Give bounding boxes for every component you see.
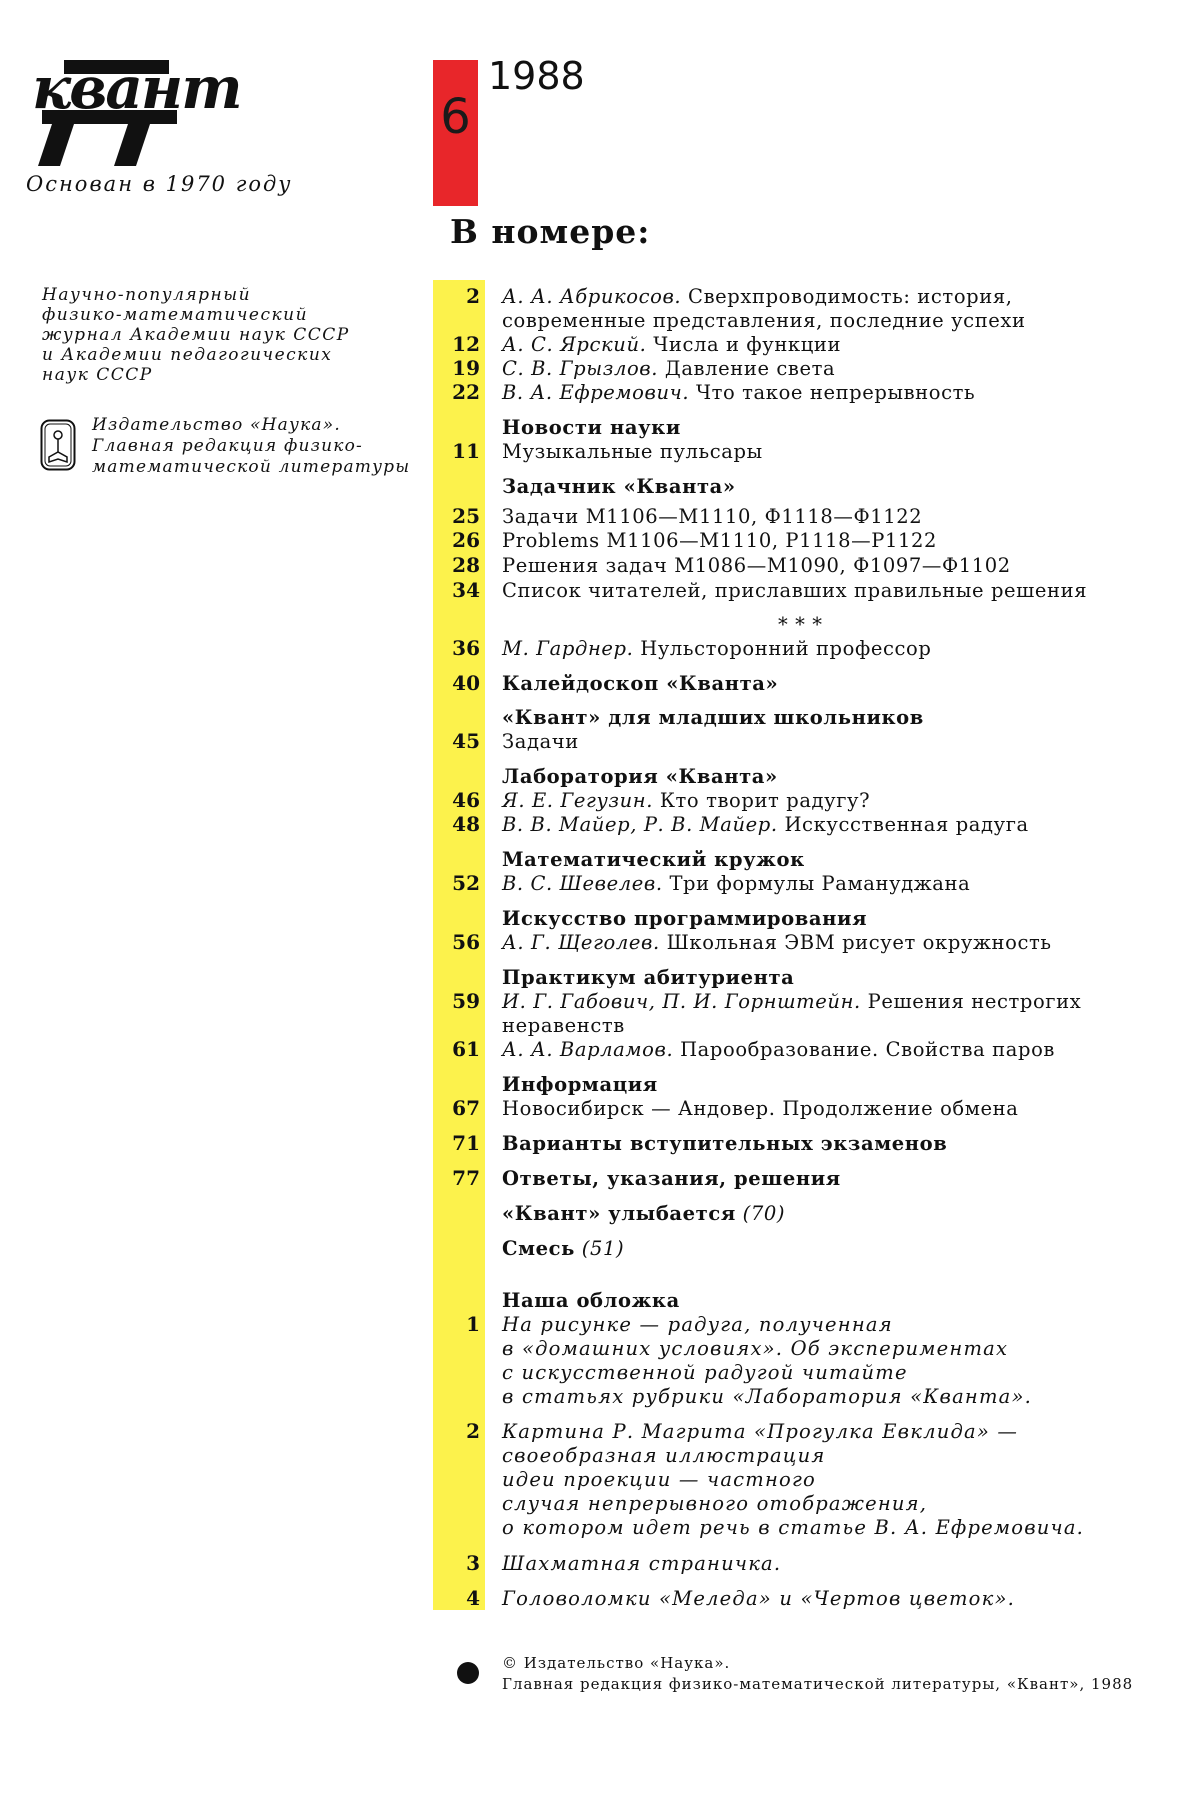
toc-row <box>0 1132 1200 1155</box>
toc-entry-text <box>502 1385 1032 1408</box>
toc-page-number: 61 <box>452 1037 480 1061</box>
toc-author: А. С. Ярский. <box>502 333 647 356</box>
toc-author: Я. Е. Гегузин. <box>502 789 654 812</box>
toc-page-number: 46 <box>452 788 480 812</box>
toc-title: Сверхпроводимость: история, <box>681 285 1013 308</box>
toc-row <box>0 765 1200 788</box>
toc-title: Искусственная радуга <box>777 813 1029 836</box>
toc-section-title: Калейдоскоп «Кванта» <box>502 672 779 695</box>
toc-row <box>0 554 1200 577</box>
toc-row <box>0 637 1200 660</box>
toc-row <box>0 1014 1200 1037</box>
toc-entry-text <box>502 872 970 895</box>
toc-entry-text <box>502 1289 680 1312</box>
toc-author: В. А. Ефремович. <box>502 381 690 404</box>
toc-row <box>0 529 1200 552</box>
toc-cover-note: своеобразная иллюстрация <box>502 1444 826 1467</box>
toc-section-title: Лаборатория «Кванта» <box>502 765 778 788</box>
toc-entry-text <box>502 475 736 498</box>
toc-section-title: Практикум абитуриента <box>502 966 795 989</box>
toc-entry-text <box>502 1167 841 1190</box>
publisher-footer-line: Главная редакция физико-математической литературы, «Квант», 1988 <box>502 1675 1134 1693</box>
toc-row <box>0 285 1200 308</box>
toc-cover-note: о котором идет речь в статье В. А. Ефремовича. <box>502 1516 1085 1539</box>
toc-row <box>0 1420 1200 1443</box>
toc-title: Список читателей, приславших правильные решения <box>502 579 1088 602</box>
toc-entry-text <box>502 706 924 729</box>
toc-page-number: 59 <box>452 989 480 1013</box>
toc-section-title: Задачник «Кванта» <box>502 475 736 498</box>
toc-title: Кто творит радугу? <box>653 789 871 812</box>
toc-title: Problems M1106—M1110, P1118—P1122 <box>502 529 938 552</box>
toc-cover-note: Шахматная страничка. <box>502 1552 782 1575</box>
toc-entry-text <box>502 907 867 930</box>
toc-entry-text <box>502 1420 1018 1443</box>
toc-section-title: «Квант» для младших школьников <box>502 706 924 729</box>
toc-section-title: Искусство программирования <box>502 907 868 930</box>
toc-title: Решения задач М1086—М1090, Ф1097—Ф1102 <box>502 554 1011 577</box>
toc-author: И. Г. Габович, П. И. Горнштейн. <box>502 990 861 1013</box>
toc-author: А. А. Абрикосов. <box>502 285 682 308</box>
toc-row <box>0 931 1200 954</box>
toc-section-title: Варианты вступительных экзаменов <box>502 1132 948 1155</box>
toc-entry-text <box>502 579 1087 602</box>
toc-entry-text <box>502 1587 1015 1610</box>
toc-entry-text <box>502 990 1081 1013</box>
toc-entry-text <box>502 672 778 695</box>
toc-page-number: 77 <box>452 1166 480 1190</box>
toc-cover-note: На рисунке — радуга, полученная <box>502 1313 893 1336</box>
toc-row <box>0 1313 1200 1336</box>
kvant-logo-icon <box>30 56 300 166</box>
toc-row <box>0 1516 1200 1539</box>
toc-entry-text <box>502 1552 781 1575</box>
toc-page-number: 26 <box>452 528 480 552</box>
toc-title: Числа и функции <box>646 333 842 356</box>
toc-page-number: 1 <box>466 1312 480 1336</box>
toc-entry-text <box>502 1444 825 1467</box>
toc-entry-text <box>502 309 1026 332</box>
toc-title: Три формулы Рамануджана <box>662 872 971 895</box>
toc-page-number: 34 <box>452 578 480 602</box>
bullet-dot <box>457 1662 479 1684</box>
toc-row <box>0 475 1200 498</box>
toc-row <box>0 416 1200 439</box>
founded-text: Основан в 1970 году <box>26 172 293 196</box>
toc-title: Что такое непрерывность <box>689 381 976 404</box>
toc-page-note: (70) <box>735 1202 786 1225</box>
toc-title: Парообразование. Свойства паров <box>673 1038 1055 1061</box>
copyright-line: © Издательство «Наука». <box>502 1654 731 1672</box>
toc-row <box>0 1337 1200 1360</box>
toc-title: Задачи М1106—М1110, Ф1118—Ф1122 <box>502 505 923 528</box>
toc-author: С. В. Грызлов. <box>502 357 659 380</box>
toc-row <box>0 1468 1200 1491</box>
toc-entry-text <box>502 730 579 753</box>
toc-row <box>0 357 1200 380</box>
description-line: Научно-популярный <box>42 285 252 305</box>
toc-title: Музыкальные пульсары <box>502 440 763 463</box>
toc-page-number: 2 <box>466 284 480 308</box>
toc-title: Решения нестрогих <box>860 990 1082 1013</box>
toc-cover-note: с искусственной радугой читайте <box>502 1361 908 1384</box>
toc-page-number: 45 <box>452 729 480 753</box>
toc-entry-text <box>502 1014 625 1037</box>
toc-page-number: 25 <box>452 504 480 528</box>
toc-row <box>0 1097 1200 1120</box>
toc-page-note: (51) <box>574 1237 625 1260</box>
toc-entry-text <box>502 357 835 380</box>
toc-row <box>0 613 1200 636</box>
toc-title: Давление света <box>658 357 836 380</box>
toc-entry-text <box>502 1337 1008 1360</box>
toc-section-title: Новости науки <box>502 416 681 439</box>
toc-author: А. А. Варламов. <box>502 1038 674 1061</box>
toc-row <box>0 309 1200 332</box>
toc-row <box>0 1385 1200 1408</box>
toc-page-number: 22 <box>452 380 480 404</box>
toc-row <box>0 990 1200 1013</box>
toc-section-title: Информация <box>502 1073 658 1096</box>
toc-row <box>0 966 1200 989</box>
issue-number: 6 <box>440 89 471 145</box>
toc-entry-text <box>502 1237 624 1260</box>
toc-entry-text <box>502 848 805 871</box>
toc-row <box>0 1202 1200 1225</box>
toc-row <box>0 1492 1200 1515</box>
description-line: и Академии педагогических <box>42 345 333 365</box>
toc-entry-text <box>502 440 763 463</box>
toc-title: Новосибирск — Андовер. Продолжение обмена <box>502 1097 1019 1120</box>
toc-row <box>0 813 1200 836</box>
toc-page-number: 36 <box>452 636 480 660</box>
toc-page-number: 2 <box>466 1419 480 1443</box>
toc-row <box>0 381 1200 404</box>
toc-entry-text <box>502 1492 927 1515</box>
toc-entry-text <box>502 966 794 989</box>
toc-entry-text <box>502 1468 816 1491</box>
toc-author: В. С. Шевелев. <box>502 872 663 895</box>
toc-row <box>0 848 1200 871</box>
toc-entry-text <box>502 637 931 660</box>
publisher-line: Главная редакция физико- <box>92 436 363 456</box>
toc-row <box>0 789 1200 812</box>
toc-page-number: 56 <box>452 930 480 954</box>
toc-section-title: Математический кружок <box>502 848 805 871</box>
toc-entry-text <box>502 333 841 356</box>
toc-title: современные представления, последние успехи <box>502 309 1026 332</box>
toc-row <box>0 1289 1200 1312</box>
toc-page-number: 48 <box>452 812 480 836</box>
toc-cover-note: идеи проекции — частного <box>502 1468 816 1491</box>
toc-page-number: 12 <box>452 332 480 356</box>
toc-row <box>0 1552 1200 1575</box>
toc-entry-text <box>502 1097 1019 1120</box>
toc-entry-text <box>502 529 937 552</box>
toc-section-title: Ответы, указания, решения <box>502 1167 841 1190</box>
toc-row <box>0 1073 1200 1096</box>
toc-row <box>0 730 1200 753</box>
toc-cover-note: Картина Р. Магрита «Прогулка Евклида» — <box>502 1420 1019 1443</box>
toc-row <box>0 505 1200 528</box>
toc-row <box>0 1587 1200 1610</box>
toc-row <box>0 907 1200 930</box>
toc-row <box>0 579 1200 602</box>
toc-row <box>0 1361 1200 1384</box>
toc-entry-text <box>502 1516 1084 1539</box>
magazine-logo <box>30 56 300 166</box>
publisher-line: Издательство «Наука». <box>92 415 341 435</box>
toc-entry-text <box>502 1313 893 1336</box>
toc-row <box>0 333 1200 356</box>
description-line: физико-математический <box>42 305 309 325</box>
toc-section-title: «Квант» улыбается <box>502 1202 736 1225</box>
toc-row <box>0 1237 1200 1260</box>
toc-page-number: 3 <box>466 1551 480 1575</box>
description-line: журнал Академии наук СССР <box>42 325 350 345</box>
toc-entry-text <box>502 285 1013 308</box>
issue-year: 1988 <box>488 54 585 98</box>
toc-author: М. Гарднер. <box>502 637 634 660</box>
toc-entry-text <box>502 931 1052 954</box>
toc-cover-note: в «домашних условиях». Об экспериментах <box>502 1337 1009 1360</box>
toc-row <box>0 1167 1200 1190</box>
toc-entry-text <box>502 381 975 404</box>
toc-row <box>0 706 1200 729</box>
toc-cover-note: Головоломки «Меледа» и «Чертов цветок». <box>502 1587 1015 1610</box>
toc-entry-text <box>502 505 922 528</box>
toc-page-number: 52 <box>452 871 480 895</box>
toc-page-number: 11 <box>452 439 480 463</box>
toc-page-number: 67 <box>452 1096 480 1120</box>
toc-entry-text <box>502 1361 908 1384</box>
toc-row <box>0 872 1200 895</box>
toc-section-title: Наша обложка <box>502 1289 680 1312</box>
toc-page-number: 4 <box>466 1586 480 1610</box>
section-divider-stars: * * * <box>778 613 823 636</box>
toc-entry-text <box>502 813 1029 836</box>
toc-title: Задачи <box>502 730 579 753</box>
toc-entry-text <box>502 789 870 812</box>
toc-entry-text <box>502 554 1011 577</box>
svg-text:квант: квант <box>32 56 241 122</box>
toc-entry-text <box>502 416 681 439</box>
contents-heading: В номере: <box>450 212 651 251</box>
toc-page-number: 40 <box>452 671 480 695</box>
toc-entry-text <box>502 765 778 788</box>
toc-title: Школьная ЭВМ рисует окружность <box>659 931 1052 954</box>
toc-entry-text <box>502 1038 1055 1061</box>
toc-page-number: 71 <box>452 1131 480 1155</box>
toc-row <box>0 440 1200 463</box>
toc-row <box>0 672 1200 695</box>
toc-entry-text <box>778 613 823 636</box>
toc-author: А. Г. Щеголев. <box>502 931 660 954</box>
toc-cover-note: в статьях рубрики «Лаборатория «Кванта». <box>502 1385 1032 1408</box>
toc-section-title: Смесь <box>502 1237 575 1260</box>
toc-entry-text <box>502 1202 785 1225</box>
toc-page-number: 19 <box>452 356 480 380</box>
description-line: наук СССР <box>42 365 153 385</box>
toc-title: неравенств <box>502 1014 625 1037</box>
toc-row <box>0 1038 1200 1061</box>
toc-entry-text <box>502 1132 947 1155</box>
toc-entry-text <box>502 1073 658 1096</box>
toc-author: В. В. Майер, Р. В. Майер. <box>502 813 778 836</box>
toc-cover-note: случая непрерывного отображения, <box>502 1492 928 1515</box>
toc-page-number: 28 <box>452 553 480 577</box>
toc-title: Нульсторонний профессор <box>633 637 932 660</box>
toc-row <box>0 1444 1200 1467</box>
publisher-line: математической литературы <box>92 457 411 477</box>
